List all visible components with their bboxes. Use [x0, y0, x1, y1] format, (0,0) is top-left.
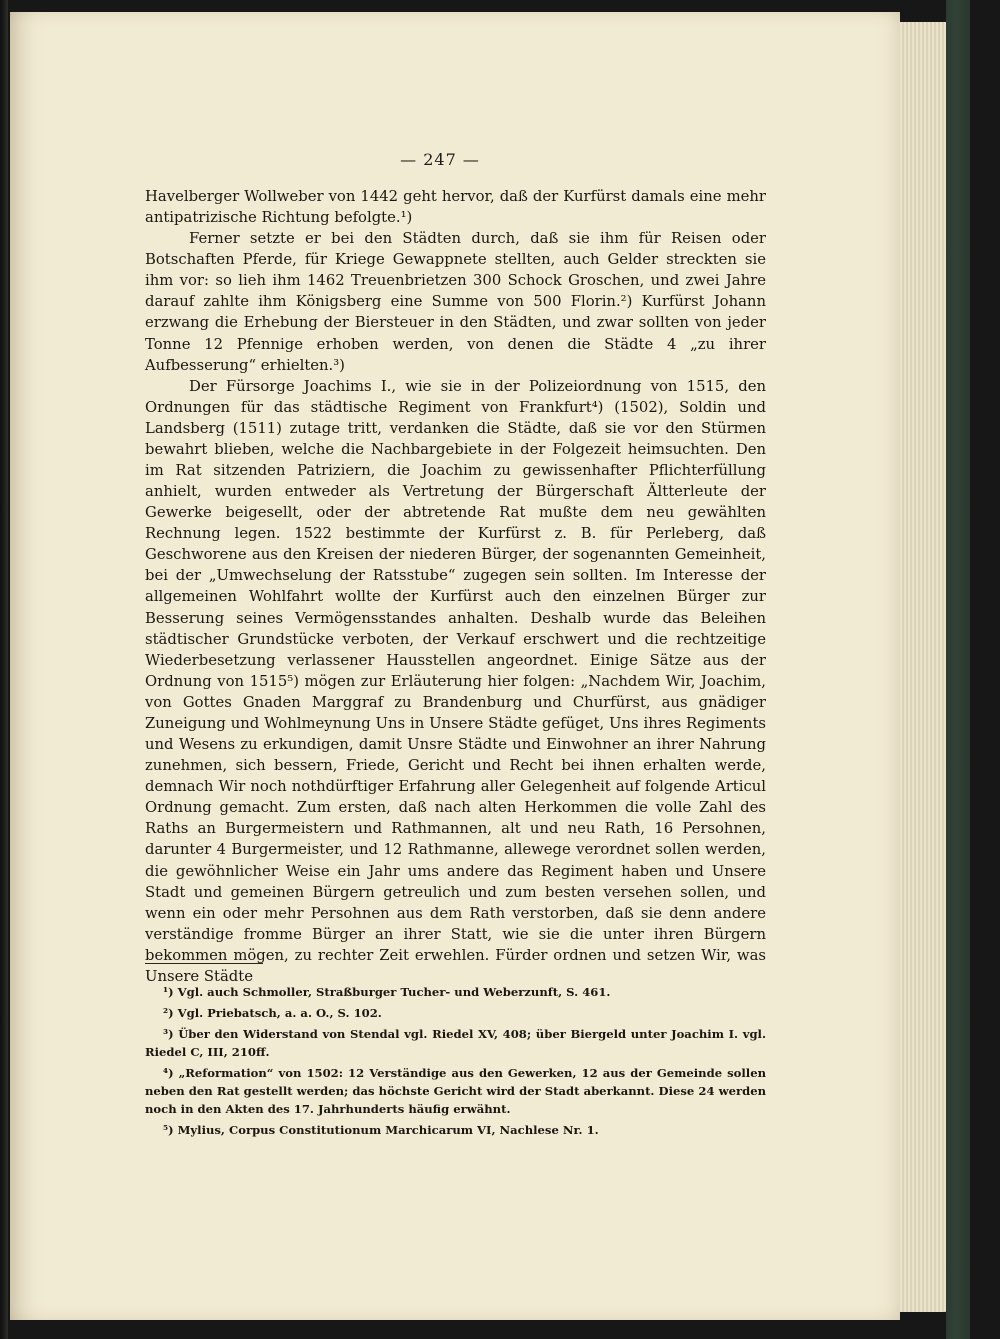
page-number: — 247 —	[400, 150, 480, 169]
footnote: ³) Über den Widerstand von Stendal vgl. Riedel XV, 408; über Biergeld unter Joachim I. vgl. Riedel C, III, 210ff.	[145, 1027, 766, 1059]
book-cover-left	[0, 0, 8, 1339]
paragraph: Ferner setzte er bei den Städten durch, daß sie ihm für Reisen oder Botschaften Pferde, für Kriege Gewappnete stellten, auch Gelder streckten sie ihm vor: so lieh ihm 1462 Treuenbrietzen 300 Schock Groschen, und zwei Jahre darauf zahlte ihm Königsberg eine Summe von 500 Florin.²) Kurfürst Johann erzwang die Erhebung der Biersteuer in den Städten, und zwar sollten von jeder Tonne 12 Pfennige erhoben werden, von denen die Städte 4 „zu ihrer Aufbesserung“ erhielten.³)	[145, 230, 766, 374]
footnote: ²) Vgl. Priebatsch, a. a. O., S. 102.	[163, 1006, 382, 1020]
footnote-rule	[145, 963, 263, 964]
footnotes	[145, 983, 766, 1142]
book-cover-right	[946, 0, 970, 1339]
paragraph: Havelberger Wollweber von 1442 geht hervor, daß der Kurfürst damals eine mehr antipatrizische Richtung befolgte.¹)	[145, 188, 766, 227]
footnote: ⁴) „Reformation“ von 1502: 12 Verständige aus den Gewerken, 12 aus der Gemeinde sollen neben den Rat gestellt werden; das höchste Gericht wird der Stadt aberkannt. Diese 24 werden noch in den Akten des 17. Jahrhunderts häufig erwähnt.	[145, 1066, 766, 1116]
footnote: ¹) Vgl. auch Schmoller, Straßburger Tucher- und Weberzunft, S. 461.	[163, 985, 611, 999]
body-text	[145, 186, 766, 987]
footnote: ⁵) Mylius, Corpus Constitutionum Marchicarum VI, Nachlese Nr. 1.	[163, 1123, 599, 1137]
paragraph: Der Fürsorge Joachims I., wie sie in der Polizeiordnung von 1515, den Ordnungen für das städtische Regiment von Frankfurt⁴) (1502), Soldin und Landsberg (1511) zutage tritt, verdanken die Städte, daß sie vor den Stürmen bewahrt blieben, welche die Nachbargebiete in der Folgezeit heimsuchten. Den im Rat sitzenden Patriziern, die Joachim zu gewissenhafter Pflichterfüllung anhielt, wurden entweder als Vertretung der Bürgerschaft Ältterleute der Gewerke beigesellt, oder der abtretende Rat mußte dem neu gewählten Rechnung legen. 1522 bestimmte der Kurfürst z. B. für Perleberg, daß Geschworene aus den Kreisen der niederen Bürger, der sogenannten Gemeinheit, bei der „Umwechselung der Ratsstube“ zugegen sein sollten. Im Interesse der allgemeinen Wohlfahrt wollte der Kurfürst auch den einzelnen Bürger zur Besserung seines Vermögensstandes anhalten. Deshalb wurde das Beleihen städtischer Grundstücke verboten, der Verkauf erschwert und die rechtzeitige Wiederbesetzung verlassener Hausstellen angeordnet. Einige Sätze aus der Ordnung von 1515⁵) mögen zur Erläuterung hier folgen: „Nachdem Wir, Joachim, von Gottes Gnaden Marggraf zu Brandenburg und Churfürst, aus gnädiger Zuneigung und Wohlmeynung Uns in Unsere Städte gefüget, Uns ihres Regiments und Wesens zu erkundigen, damit Unsre Städte und Einwohner an ihrer Nahrung zunehmen, sich bessern, Friede, Gericht und Recht bei ihnen erhalten werde, demnach Wir noch nothdürftiger Erfahrung aller Gelegenheit auf folgende Articul Ordnung gemacht. Zum ersten, daß nach alten Herkommen die volle Zahl des Raths an Burgermeistern und Rathmannen, alt und neu Rath, 16 Persohnen, darunter 4 Burgermeister, und 12 Rathmanne, allewege verordnet sollen werden, die gewöhnlicher Weise ein Jahr ums andere das Regiment haben und Unsere Stadt und gemeinen Bürgern getreulich und zum besten versehen sollen, und wenn ein oder mehr Persohnen aus dem Rath verstorben, daß sie denn andere verständige fromme Bürger an ihrer Statt, wie sie die unter ihren Bürgern bekommen mögen, zu rechter Zeit erwehlen. Fürder ordnen und setzen Wir, was Unsere Städte	[145, 377, 766, 985]
